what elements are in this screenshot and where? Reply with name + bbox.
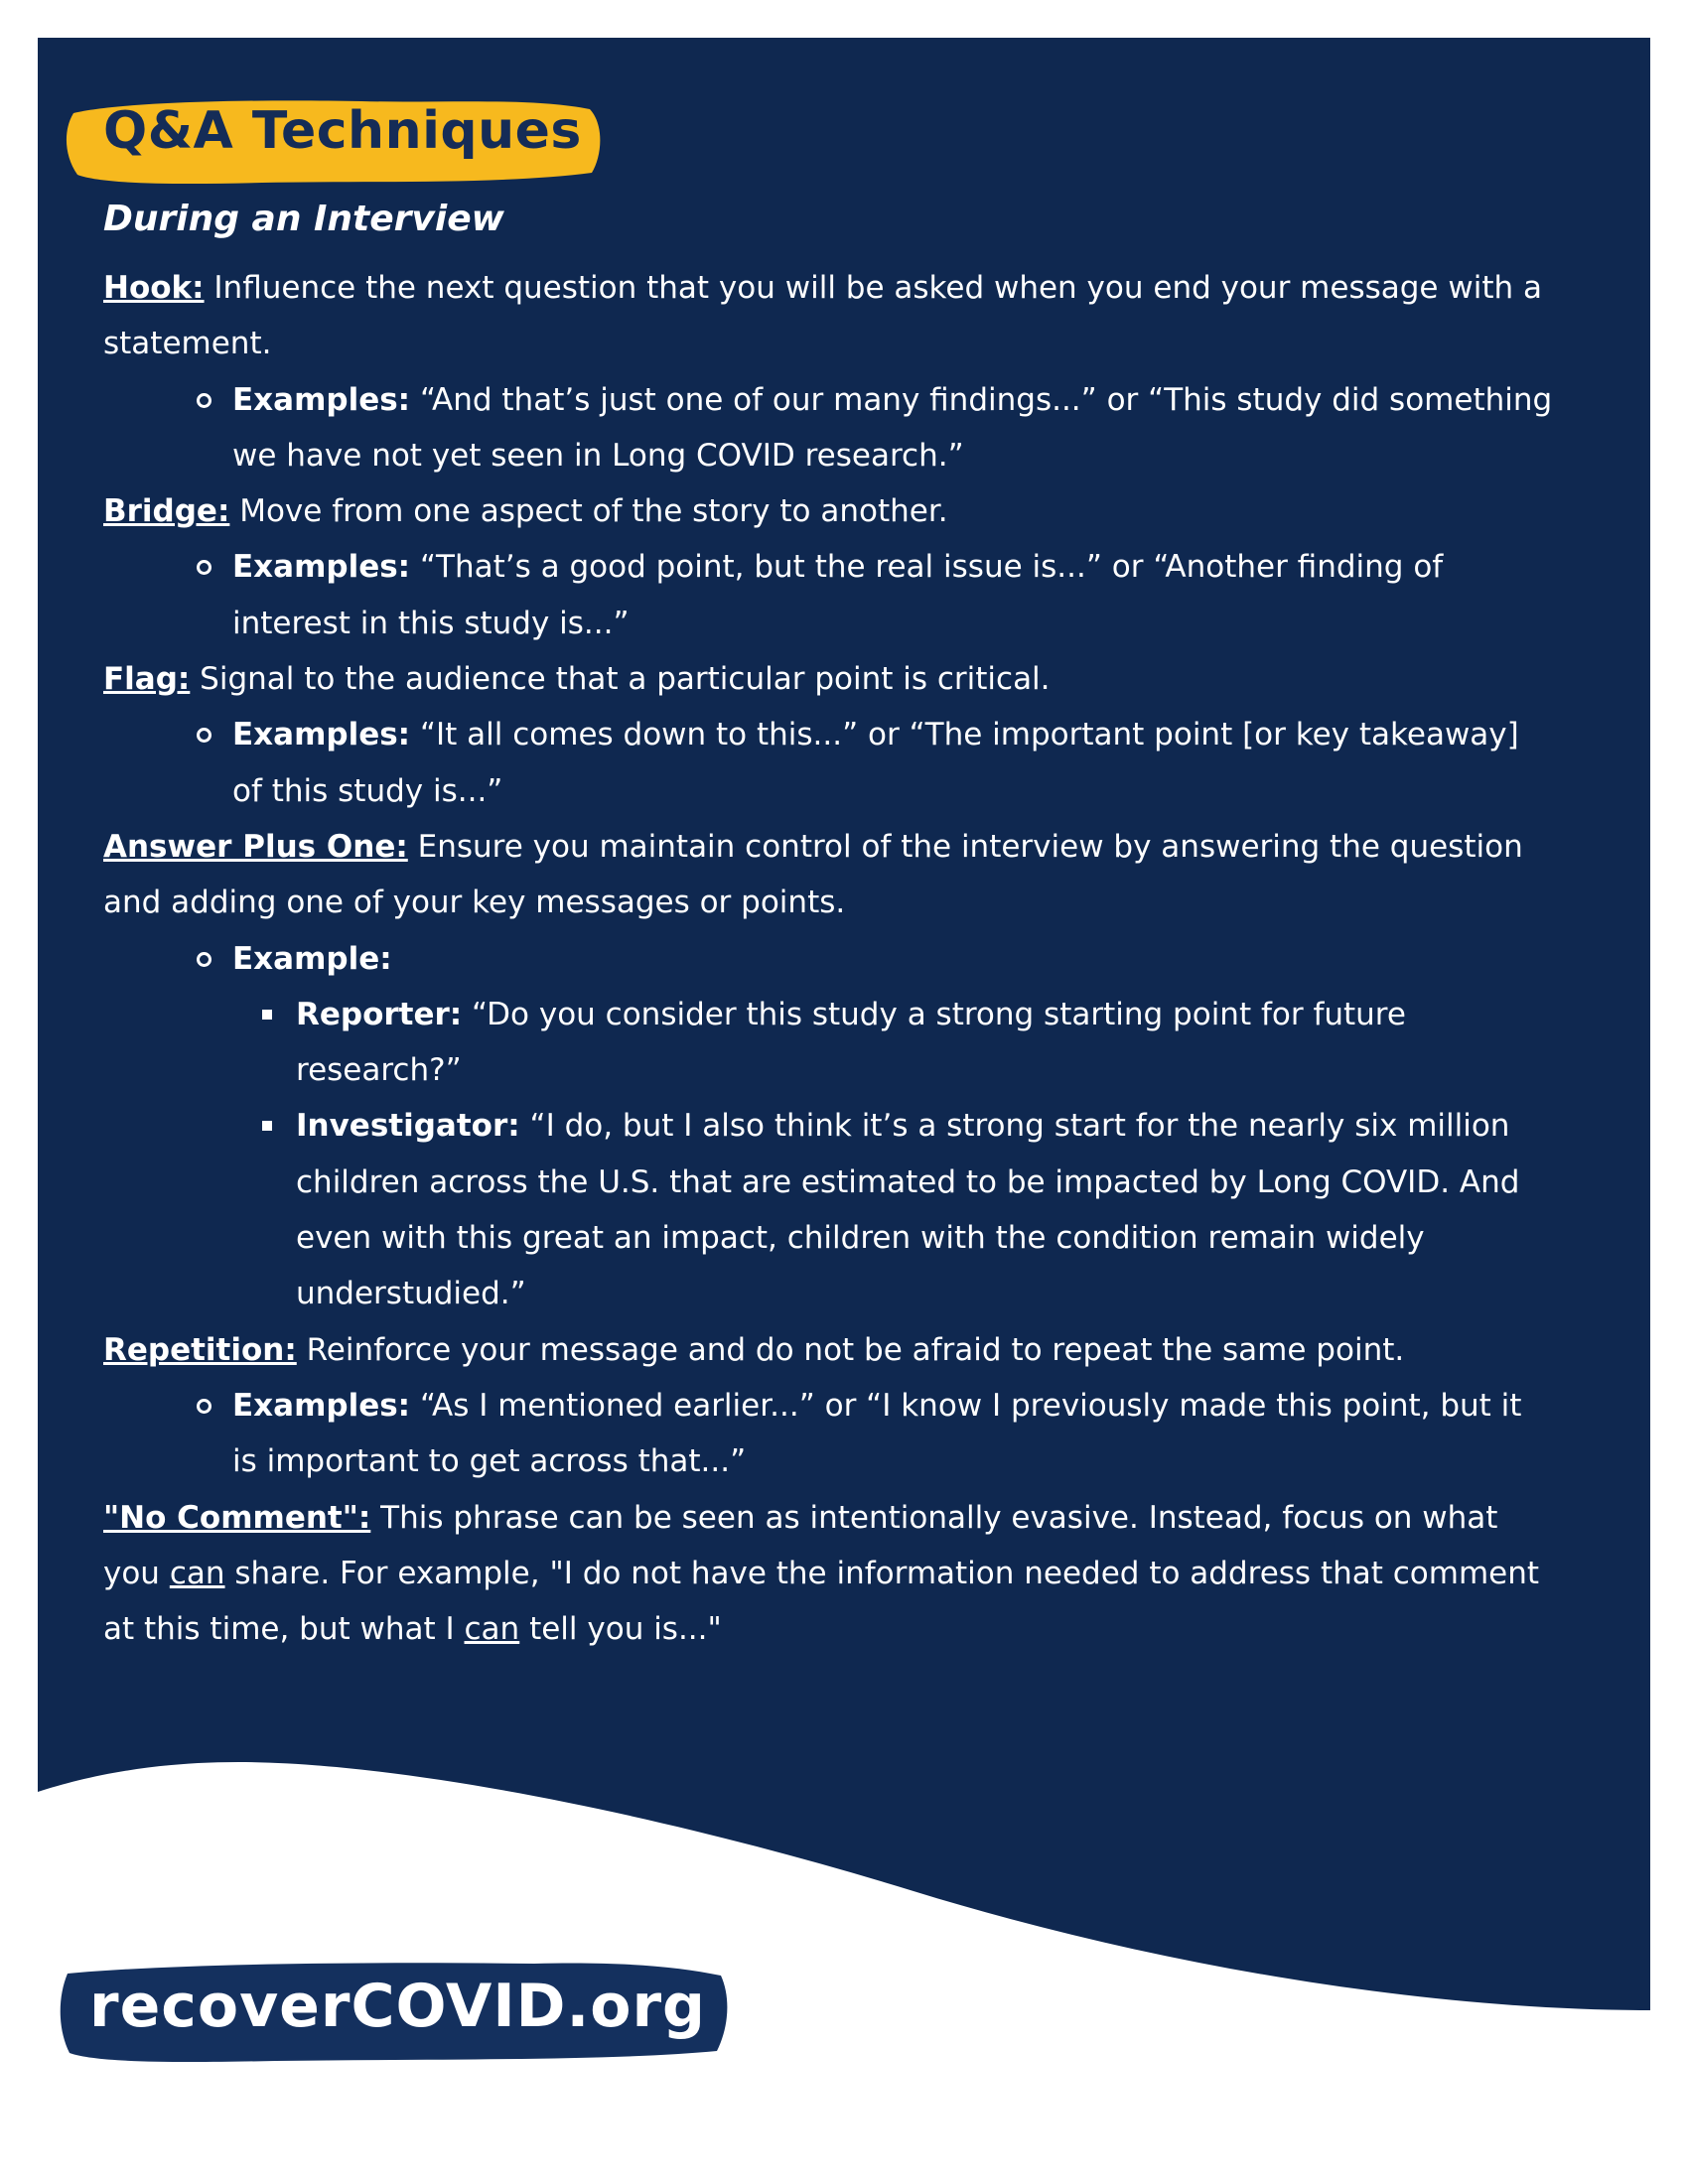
square-bullet-icon <box>262 1010 272 1020</box>
circle-bullet-icon <box>197 728 211 743</box>
flag-description: Signal to the audience that a particular point is critical. <box>190 661 1051 698</box>
example-label: Examples: <box>232 1387 411 1424</box>
example-text: “And that’s just one of our many findings...” or “This study did something we have not yet seen in Long COVID research.” <box>232 381 1553 474</box>
example-text: “It all comes down to this...” or “The important point [or key takeaway] of this study is...” <box>232 717 1519 809</box>
example-label: Examples: <box>232 717 411 753</box>
reporter-label: Reporter: <box>296 996 463 1032</box>
circle-bullet-icon <box>197 1399 211 1414</box>
logo-text: recoverCOVID.org <box>89 1972 707 2041</box>
no-comment-description-2: share. For example, "I do not have the information needed to address that comment at this time, but what I <box>103 1555 1540 1648</box>
flag-example <box>232 707 1553 819</box>
example-label: Example: <box>232 940 392 977</box>
section-subtitle: During an Interview <box>103 199 504 239</box>
example-text: “As I mentioned earlier...” or “I know I previously made this point, but it is important to get across that...” <box>232 1387 1522 1480</box>
example-label: Examples: <box>232 381 411 418</box>
answer-plus-one-example <box>232 931 1553 987</box>
example-label: Examples: <box>232 549 411 586</box>
circle-bullet-icon <box>197 952 211 967</box>
bridge-term: Bridge: <box>103 493 230 530</box>
circle-bullet-icon <box>197 393 211 408</box>
reporter-quote <box>296 987 1553 1099</box>
hook-definition <box>103 260 1553 372</box>
flag-definition <box>103 651 1553 707</box>
repetition-description: Reinforce your message and do not be afraid to repeat the same point. <box>296 1331 1405 1368</box>
square-bullet-icon <box>262 1121 272 1131</box>
repetition-definition <box>103 1322 1553 1378</box>
reporter-text: “Do you consider this study a strong starting point for future research?” <box>296 996 1406 1089</box>
repetition-term: Repetition: <box>103 1331 297 1368</box>
no-comment-definition <box>103 1490 1553 1658</box>
repetition-example <box>232 1378 1553 1490</box>
can-emphasis: can <box>169 1555 225 1591</box>
bridge-description: Move from one aspect of the story to another. <box>229 493 948 530</box>
no-comment-description-3: tell you is..." <box>519 1611 722 1648</box>
investigator-text: “I do, but I also think it’s a strong start for the nearly six million children across the U.S. that are estimated to be impacted by Long COVID. And even with this great an impact, children with the condition remain widely understudied.” <box>296 1108 1520 1312</box>
bridge-example <box>232 539 1553 651</box>
no-comment-description-1: This phrase can be seen as intentionally evasive. Instead, focus on what you <box>103 1499 1498 1591</box>
can-emphasis: can <box>464 1611 520 1648</box>
hook-description: Influence the next question that you will be asked when you end your message with a statement. <box>103 270 1542 362</box>
page-title: Q&A Techniques <box>103 101 582 161</box>
hook-example <box>232 372 1553 484</box>
circle-bullet-icon <box>197 560 211 575</box>
techniques-content <box>103 260 1553 1657</box>
answer-plus-one-description: Ensure you maintain control of the interview by answering the question and adding one of your key messages or points. <box>103 828 1523 921</box>
answer-plus-one-term: Answer Plus One: <box>103 828 408 865</box>
example-text: “That’s a good point, but the real issue is...” or “Another finding of interest in this study is...” <box>232 549 1444 641</box>
bridge-definition <box>103 483 1553 539</box>
no-comment-term: "No Comment": <box>103 1499 371 1536</box>
investigator-quote <box>296 1098 1553 1321</box>
investigator-label: Investigator: <box>296 1108 520 1145</box>
flag-term: Flag: <box>103 661 191 698</box>
hook-term: Hook: <box>103 270 205 306</box>
answer-plus-one-definition <box>103 819 1553 931</box>
